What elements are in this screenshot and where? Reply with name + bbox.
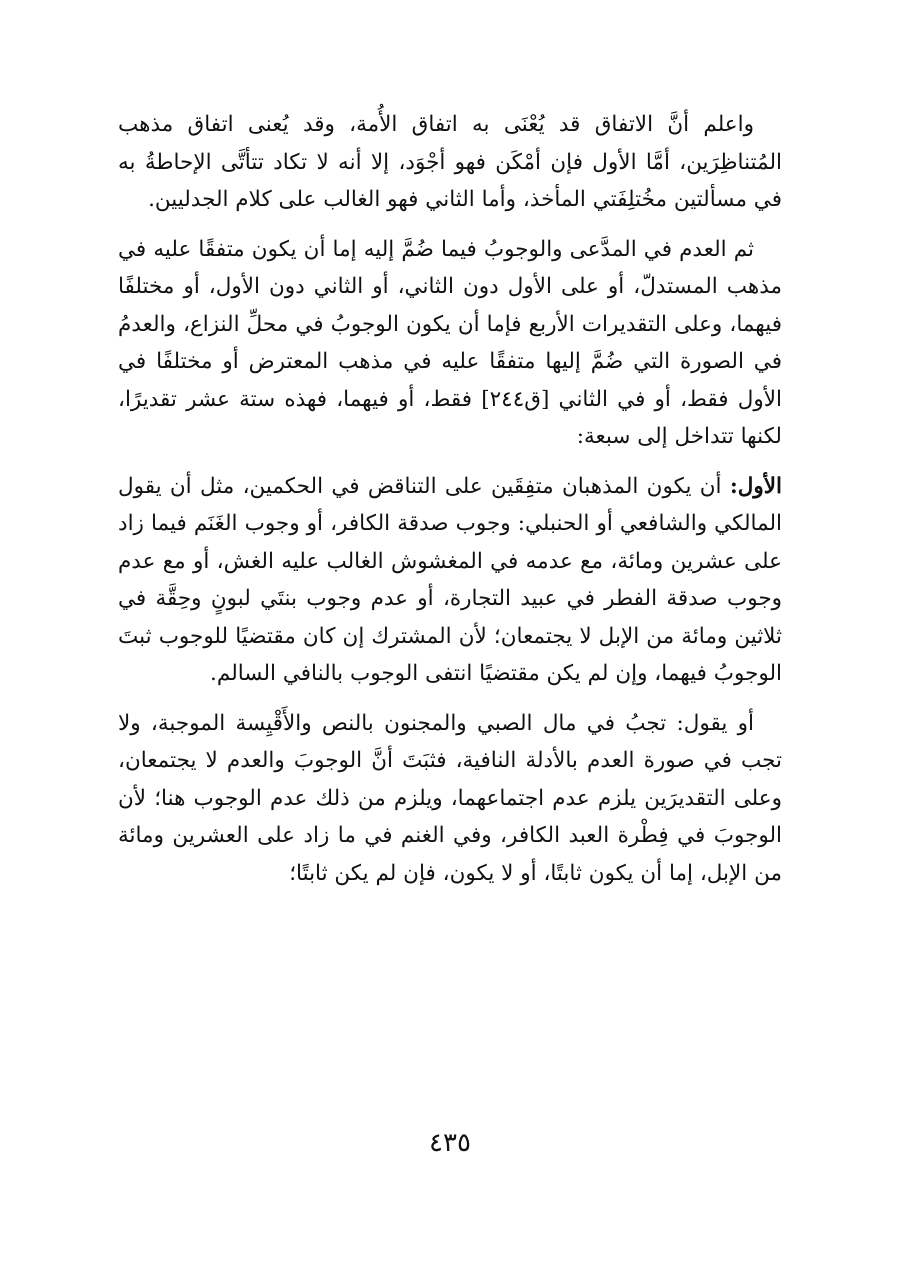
paragraph-1: واعلم أنَّ الاتفاق قد يُعْنَى به اتفاق الأُمة، وقد يُعنى اتفاق مذهب المُتناظِرَين، أمَّا الأول فإن أمْكَن فهو أجْوَد، إلا أنه لا تكاد تتأتَّى الإحاطةُ به في مسألتين مخُتلِفَتي المأخذ، وأما الثاني فهو الغالب على كلام الجدليين.: [118, 112, 782, 212]
paragraph-2: ثم العدم في المدَّعى والوجوبُ فيما ضُمَّ إليه إما أن يكون متفقًا عليه في مذهب المستدلّ، أو على الأول دون الثاني، أو الثاني دون الأول، أو مختلفًا فيهما، وعلى التقديرات الأربع فإما أن يكون الوجوبُ في محلِّ النزاع، والعدمُ في الصورة التي ضُمَّ إليها متفقًا عليه في مذهب المعترض أو مختلفًا في الأول فقط، أو في الثاني [ق٢٤٤] فقط، أو فيهما، فهذه ستة عشر تقديرًا، لكنها تتداخل إلى سبعة:: [118, 236, 782, 449]
page-number: ٤٣٥: [429, 1128, 471, 1158]
paragraph-4: أو يقول: تجبُ في مال الصبي والمجنون بالنص والأَقْيِسة الموجبة، ولا تجب في صورة العدم بالأدلة النافية، فثبَتَ أنَّ الوجوبَ والعدم لا يجتمعان، وعلى التقديرَين يلزم عدم اجتماعهما، ويلزم من ذلك عدم الوجوب هنا؛ لأن الوجوبَ في فِطْرة العبد الكافر، وفي الغنم في ما زاد على العشرين ومائة من الإبل، إما أن يكون ثابتًا، أو لا يكون، فإن لم يكن ثابتًا؛: [118, 710, 782, 886]
body-text: [118, 106, 782, 904]
paragraph-3-lead: الأول:: [729, 473, 782, 499]
paragraph-3-body: أن يكون المذهبان متفِقَين على التناقض في الحكمين، مثل أن يقول المالكي والشافعي أو الحنبلي: وجوب صدقة الكافر، أو وجوب الغَنَم فيما زاد على عشرين ومائة، مع عدمه في المغشوش الغالب عليه الغش، أو مع عدم وجوب صدقة الفطر في عبيد التجارة، أو عدم وجوب بنتَي لبونٍ وحِقَّة في ثلاثين ومائة من الإبل لا يجتمعان؛ لأن المشترك إن كان مقتضيًا للوجوب ثبتَ الوجوبُ فيهما، وإن لم يكن مقتضيًا انتفى الوجوب بالنافي السالم.: [118, 473, 782, 686]
paragraph-3: [118, 468, 782, 693]
